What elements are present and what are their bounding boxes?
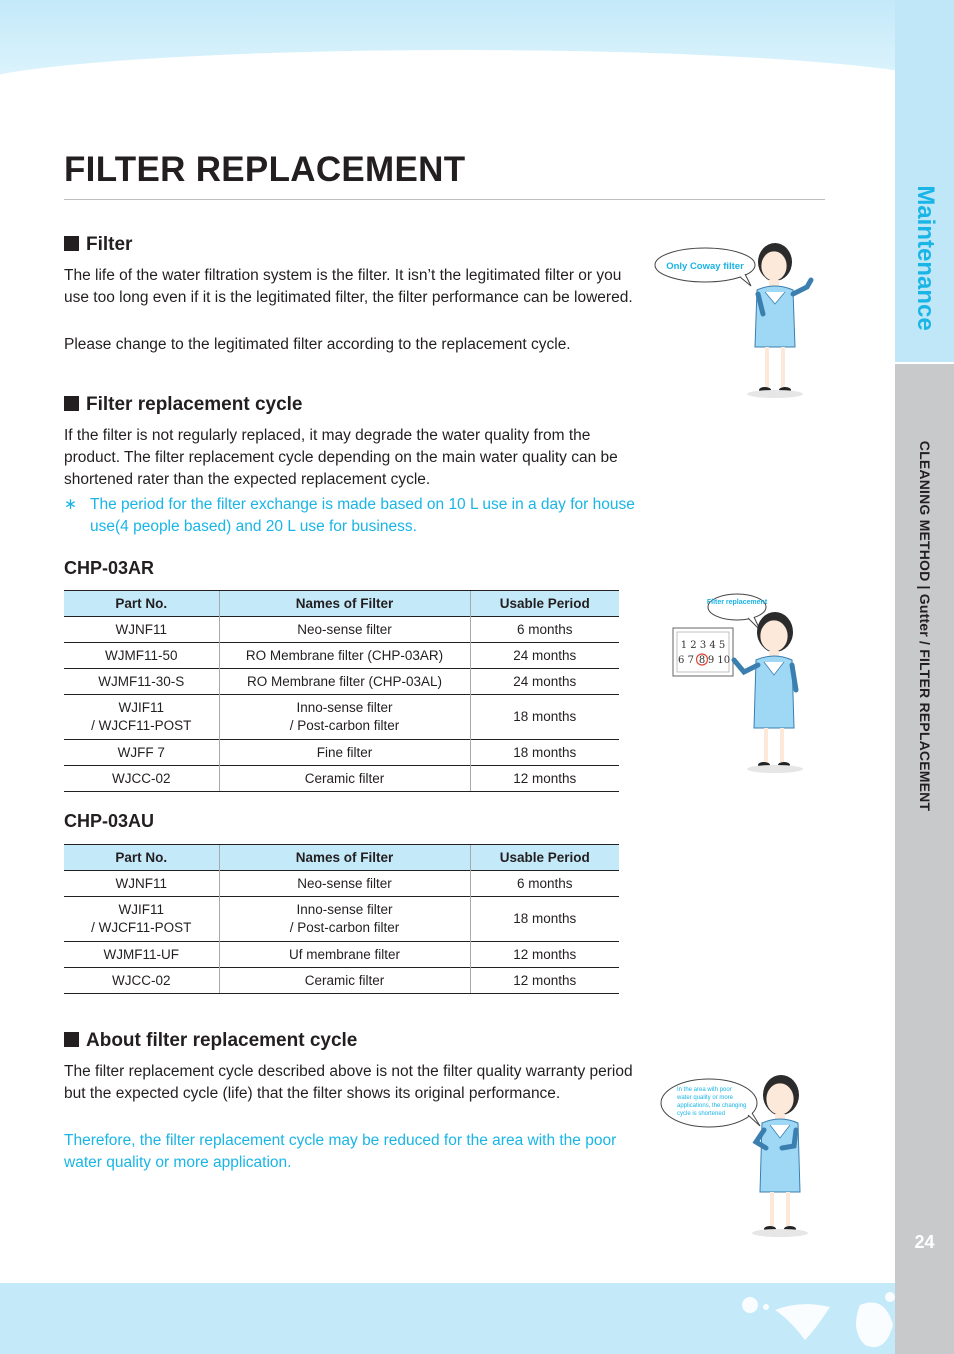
cell-filter-name: Neo-sense filter (219, 617, 470, 643)
table-header-row (64, 845, 619, 871)
table-row (64, 897, 619, 942)
cell-filter-name: Fine filter (219, 740, 470, 766)
header-usable-period: Usable Period (470, 845, 619, 871)
cell-part-no: WJFF 7 (64, 740, 219, 766)
cell-name-line1: Inno-sense filter (296, 902, 393, 917)
cell-filter-name (219, 695, 470, 740)
filter-table-chp03au (64, 844, 619, 994)
calendar-row-2a: 6 7 (678, 655, 694, 666)
cell-name-line2: / Post-carbon filter (289, 718, 400, 733)
header-usable-period: Usable Period (470, 591, 619, 617)
cell-part-line2: / WJCF11-POST (91, 718, 192, 733)
section-heading-cycle (64, 394, 303, 416)
side-tab-maintenance-label: Maintenance (911, 185, 939, 331)
cell-filter-name: RO Membrane filter (CHP-03AL) (219, 669, 470, 695)
bubble-text-line-3: applications, the changing (677, 1103, 747, 1109)
filter-paragraph-1: The life of the water filtration system is the filter. It isn’t the legitimated filter or you use too long even if it is the legitimated filter, the filter performance can be lowered. (64, 267, 633, 306)
calendar-row-2b: 9 10 (707, 655, 731, 666)
cell-usable-period: 12 months (470, 766, 619, 792)
cell-filter-name: Neo-sense filter (219, 871, 470, 897)
table-row (64, 740, 619, 766)
table-row (64, 643, 619, 669)
square-bullet-icon (64, 236, 79, 251)
cell-part-no: WJCC-02 (64, 968, 219, 994)
cell-part-no: WJNF11 (64, 617, 219, 643)
table-row (64, 942, 619, 968)
asterisk-icon: ∗ (64, 496, 77, 513)
cycle-paragraph: If the filter is not regularly replaced, it may degrade the water quality from the product. The filter replacement cycle depending on the main water quality can be shortened rater than the expected replacement cycle. (64, 427, 618, 488)
section-heading-filter-text: Filter (86, 234, 133, 255)
cell-filter-name (219, 897, 470, 942)
section-heading-about-text: About filter replacement cycle (86, 1030, 358, 1051)
calendar-row-1: 1 2 3 4 5 (680, 640, 726, 651)
square-bullet-icon (64, 396, 79, 411)
bubble-text-filter-replacement: Filter replacement (706, 599, 768, 606)
cell-part-no (64, 695, 219, 740)
header-part-no: Part No. (64, 845, 219, 871)
cell-filter-name: RO Membrane filter (CHP-03AR) (219, 643, 470, 669)
cell-part-no: WJCC-02 (64, 766, 219, 792)
cell-part-no: WJMF11-50 (64, 643, 219, 669)
bubble-text-line-4: cycle is shortened (677, 1111, 726, 1117)
filter-table-chp03ar (64, 590, 619, 792)
side-tab-maintenance (895, 0, 954, 362)
cell-part-no: WJMF11-UF (64, 942, 219, 968)
calendar-row-2-circled: 8 (698, 655, 706, 666)
cell-name-line2: / Post-carbon filter (289, 920, 400, 935)
table-row (64, 968, 619, 994)
cell-usable-period: 12 months (470, 942, 619, 968)
cycle-note (64, 494, 639, 538)
about-paragraph-highlight: Therefore, the filter replacement cycle may be reduced for the area with the poor water quality or more application. (64, 1132, 617, 1171)
table-row (64, 669, 619, 695)
model-heading-chp03au: CHP-03AU (64, 811, 155, 831)
model-heading-chp03ar: CHP-03AR (64, 558, 155, 578)
page-title: FILTER REPLACEMENT (64, 150, 466, 189)
table-header-row (64, 591, 619, 617)
bubble-text-only-coway: Only Coway filter (666, 261, 744, 272)
table-row (64, 766, 619, 792)
section-heading-cycle-text: Filter replacement cycle (86, 394, 303, 415)
bubble-text-line-1: In the area with poor (677, 1087, 732, 1093)
cell-name-line1: Inno-sense filter (296, 700, 393, 715)
cycle-note-text: The period for the filter exchange is made based on 10 L use in a day for house use(4 people based) and 20 L use for business. (90, 496, 635, 535)
woman-only-coway-filter-illustration (645, 232, 825, 400)
cell-part-line1: WJIF11 (118, 902, 164, 917)
cell-usable-period: 24 months (470, 643, 619, 669)
cell-usable-period: 6 months (470, 871, 619, 897)
cell-part-no: WJMF11-30-S (64, 669, 219, 695)
filter-paragraph-2: Please change to the legitimated filter according to the replacement cycle. (64, 336, 571, 353)
header-filter-name: Names of Filter (219, 845, 470, 871)
woman-calendar-illustration (668, 590, 818, 780)
cell-usable-period: 18 months (470, 740, 619, 766)
about-paragraph: The filter replacement cycle described above is not the filter quality warranty period but the expected cycle (life) that the filter shows its original performance. (64, 1063, 633, 1102)
woman-poor-water-quality-illustration (660, 1070, 830, 1240)
cell-usable-period: 24 months (470, 669, 619, 695)
cell-usable-period: 12 months (470, 968, 619, 994)
cell-usable-period: 6 months (470, 617, 619, 643)
section-heading-filter (64, 234, 132, 256)
table-row (64, 871, 619, 897)
title-divider (64, 199, 825, 200)
page-number: 24 (914, 1232, 935, 1252)
cell-part-no: WJNF11 (64, 871, 219, 897)
water-drops-decoration (735, 1285, 935, 1354)
side-section-label: CLEANING METHOD | Gutter / FILTER REPLACEMENT (916, 440, 933, 812)
square-bullet-icon (64, 1032, 79, 1047)
cell-filter-name: Ceramic filter (219, 766, 470, 792)
cell-usable-period: 18 months (470, 897, 619, 942)
cell-part-no (64, 897, 219, 942)
table-row (64, 617, 619, 643)
cell-usable-period: 18 months (470, 695, 619, 740)
side-section-label-box (895, 364, 954, 964)
header-part-no: Part No. (64, 591, 219, 617)
cell-filter-name: Ceramic filter (219, 968, 470, 994)
bubble-text-line-2: water quality or more (677, 1095, 734, 1101)
cell-part-line1: WJIF11 (118, 700, 164, 715)
cell-part-line2: / WJCF11-POST (91, 920, 192, 935)
table-row (64, 695, 619, 740)
section-heading-about (64, 1030, 357, 1052)
cell-filter-name: Uf membrane filter (219, 942, 470, 968)
header-filter-name: Names of Filter (219, 591, 470, 617)
